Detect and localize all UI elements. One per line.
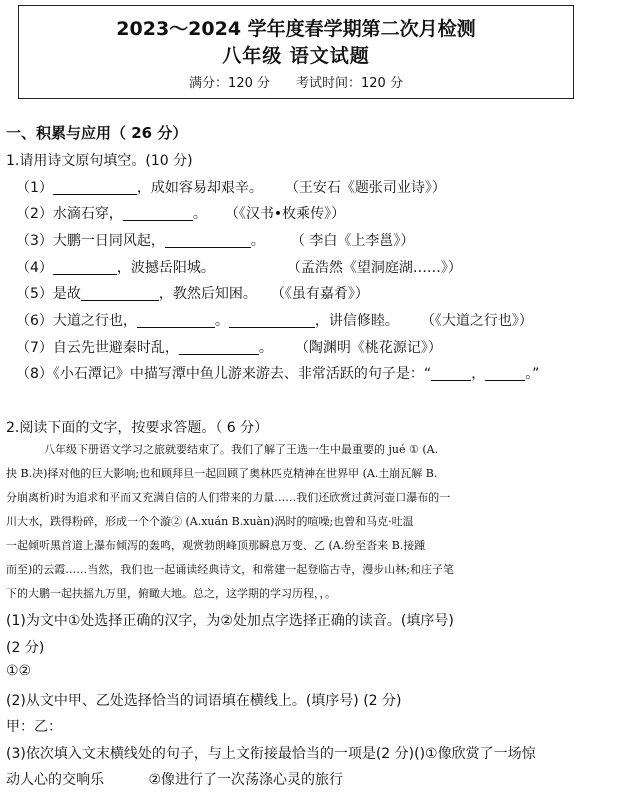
item-text: 。 xyxy=(250,233,265,249)
item-text: 是故 xyxy=(52,286,81,302)
sub-question-3: (3)依次填入文末横线处的句子，与上文衔接最恰当的一项是(2 分)()①像欣赏了一场惊 xyxy=(6,746,536,762)
exam-title: 2023～2024 学年度春学期第二次月检测 xyxy=(116,18,476,40)
item-text: ，波撼岳阳城。 xyxy=(116,260,215,276)
answer-blank[interactable] xyxy=(137,313,215,328)
item-number: （7） xyxy=(16,340,53,356)
answer-blank[interactable] xyxy=(431,366,471,381)
item-text: 水滴石穿， xyxy=(52,206,123,222)
sub-question-3-options: 动人心的交响乐 ②像进行了一次荡涤心灵的旅行 xyxy=(6,772,344,788)
q1-title: 1.请用诗文原句填空。(10 分) xyxy=(6,153,193,169)
score-label: 满分：120 分 xyxy=(189,76,270,91)
passage-line: 抉 B.决)择对他的巨大影响;也和顾拜旦一起回顾了奥林匹克精神在世界甲 (A.土崩瓦解 B. xyxy=(6,467,438,480)
sub-question-2-marks: 甲：乙： xyxy=(6,719,62,735)
answer-blank[interactable] xyxy=(165,233,251,248)
answer-blank[interactable] xyxy=(485,366,525,381)
item-text: 。 xyxy=(192,206,207,222)
item-text: 。 xyxy=(214,313,229,329)
item-number: （6） xyxy=(16,313,53,329)
q1-item-8 xyxy=(16,363,539,383)
item-source: （陶渊明《桃花源记》） xyxy=(294,340,442,356)
item-number: （2） xyxy=(16,206,53,222)
q1-item-6 xyxy=(16,310,533,330)
q1-item-4 xyxy=(16,257,462,277)
item-source: （《大道之行也》） xyxy=(420,313,533,329)
item-text: 。” xyxy=(525,366,540,382)
item-text: 大道之行也， xyxy=(52,313,137,329)
q1-item-1 xyxy=(16,177,446,197)
item-number: （3） xyxy=(16,233,53,249)
q2-title: 2.阅读下面的文字，按要求答题。（ 6 分） xyxy=(6,420,269,436)
item-text: ， xyxy=(471,366,486,382)
reading-passage xyxy=(6,438,596,606)
passage-line: 一起倾听黑首道上瀑布倾泻的轰鸣，观赏勃朗峰顶那瞬息万变、乙 (A.纷至沓来 B.接踵 xyxy=(6,539,426,552)
item-number: （1） xyxy=(16,180,53,196)
sub-question-1: (1)为文中①处选择正确的汉字，为②处加点字选择正确的读音。(填序号) xyxy=(6,613,454,629)
item-source: （王安石《题张司业诗》） xyxy=(284,180,446,196)
passage-line: 八年级下册语文学习之旅就要结束了。我们了解了王选一生中最重要的 jué ① (A. xyxy=(44,443,439,456)
item-text: 自云先世避秦时乱， xyxy=(52,340,179,356)
answer-blank[interactable] xyxy=(229,313,315,328)
exam-info xyxy=(19,72,573,91)
section-title: 一、积累与应用（ 26 分） xyxy=(6,124,188,142)
passage-line: 下的大鹏一起扶摇九万里，俯瞰大地。总之，这学期的学习历程，，。 xyxy=(6,587,336,600)
item-text: ，讲信修睦。 xyxy=(314,313,399,329)
item-number: （5） xyxy=(16,286,53,302)
passage-line: 川大水，跌得粉碎，形成一个个漩② (A.xuán B.xuàn)涡时的喧噪;也曾和马克·吐温 xyxy=(6,515,414,528)
sub-question-1-score: (2 分) xyxy=(6,640,45,656)
q1-item-5 xyxy=(16,283,369,303)
q1-item-7 xyxy=(16,337,442,357)
item-text: ，成如容易却艰辛。 xyxy=(136,180,263,196)
q1-item-3 xyxy=(16,230,414,250)
item-text: 《小石潭记》中描写潭中鱼儿游来游去、非常活跃的句子是：“ xyxy=(52,366,432,382)
time-label: 考试时间：120 分 xyxy=(296,76,403,91)
answer-blank[interactable] xyxy=(53,260,117,275)
answer-blank[interactable] xyxy=(81,286,159,301)
exam-subtitle: 八年级 语文试题 xyxy=(222,45,370,67)
passage-line: 而至)的云霞……当然，我们也一起诵读经典诗文，和常建一起登临古寺，漫步山林;和庄子笔 xyxy=(6,563,454,576)
sub-question-2: (2)从文中甲、乙处选择恰当的词语填在横线上。(填序号) (2 分) xyxy=(6,693,402,709)
passage-line: 分崩离析)时为追求和平而又充满自信的人们带来的力量……我们还欣赏过黄河壶口瀑布的一 xyxy=(6,491,451,504)
sub-question-1-marks: ①② xyxy=(6,663,32,679)
q1-item-2 xyxy=(16,203,345,223)
item-source: （《汉书•枚乘传》） xyxy=(224,206,346,222)
item-text: ，教然后知困。 xyxy=(158,286,257,302)
title-box xyxy=(18,5,574,99)
item-source: （ 李白《上李邕》） xyxy=(290,233,415,249)
item-text: 大鹏一日同风起， xyxy=(52,233,165,249)
item-source: （《虽有嘉肴》） xyxy=(270,286,369,302)
answer-blank[interactable] xyxy=(179,340,259,355)
answer-blank[interactable] xyxy=(123,206,193,221)
item-text: 。 xyxy=(258,340,273,356)
item-number: （8） xyxy=(16,366,53,382)
item-number: （4） xyxy=(16,260,53,276)
answer-blank[interactable] xyxy=(53,180,137,195)
item-source: （孟浩然《望洞庭湖……》） xyxy=(286,260,462,276)
